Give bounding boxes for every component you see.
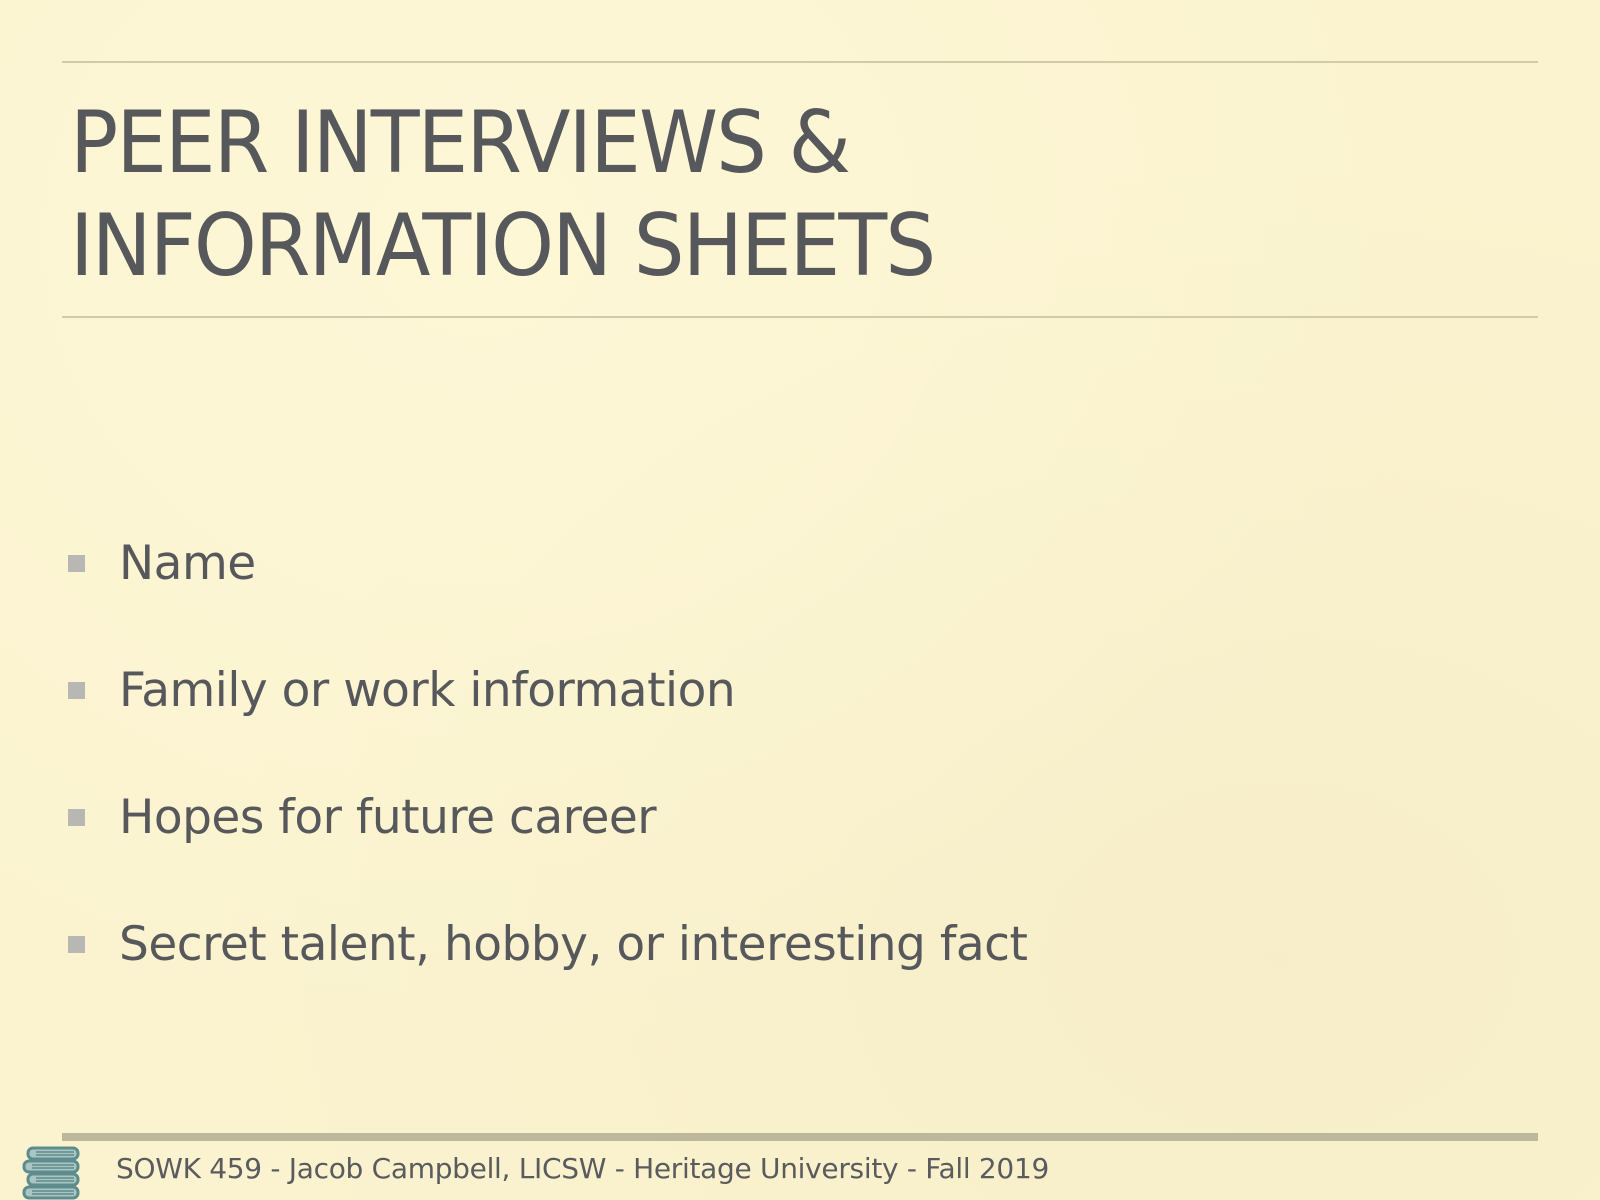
bullet-text: Secret talent, hobby, or interesting fact [119,917,1028,972]
title-divider [62,316,1538,318]
square-bullet-icon [68,682,85,699]
books-stack-icon [22,1144,82,1200]
footer-divider [62,1133,1538,1141]
bullet-item [68,754,1027,881]
square-bullet-icon [68,555,85,572]
bullet-text: Name [119,536,256,591]
top-divider [62,61,1538,63]
bullet-item [68,881,1027,1008]
bullet-item [68,500,1027,627]
bullet-item [68,627,1027,754]
bullet-text: Hopes for future career [119,790,657,845]
footer-text: SOWK 459 - Jacob Campbell, LICSW - Heritage University - Fall 2019 [116,1152,1049,1185]
slide-title [70,92,1372,298]
slide-title-line-1: PEER INTERVIEWS & [70,93,850,193]
slide-title-line-2: INFORMATION SHEETS [70,196,935,296]
bullet-text: Family or work information [119,663,736,718]
square-bullet-icon [68,936,85,953]
bullet-list [68,500,1027,1008]
square-bullet-icon [68,809,85,826]
